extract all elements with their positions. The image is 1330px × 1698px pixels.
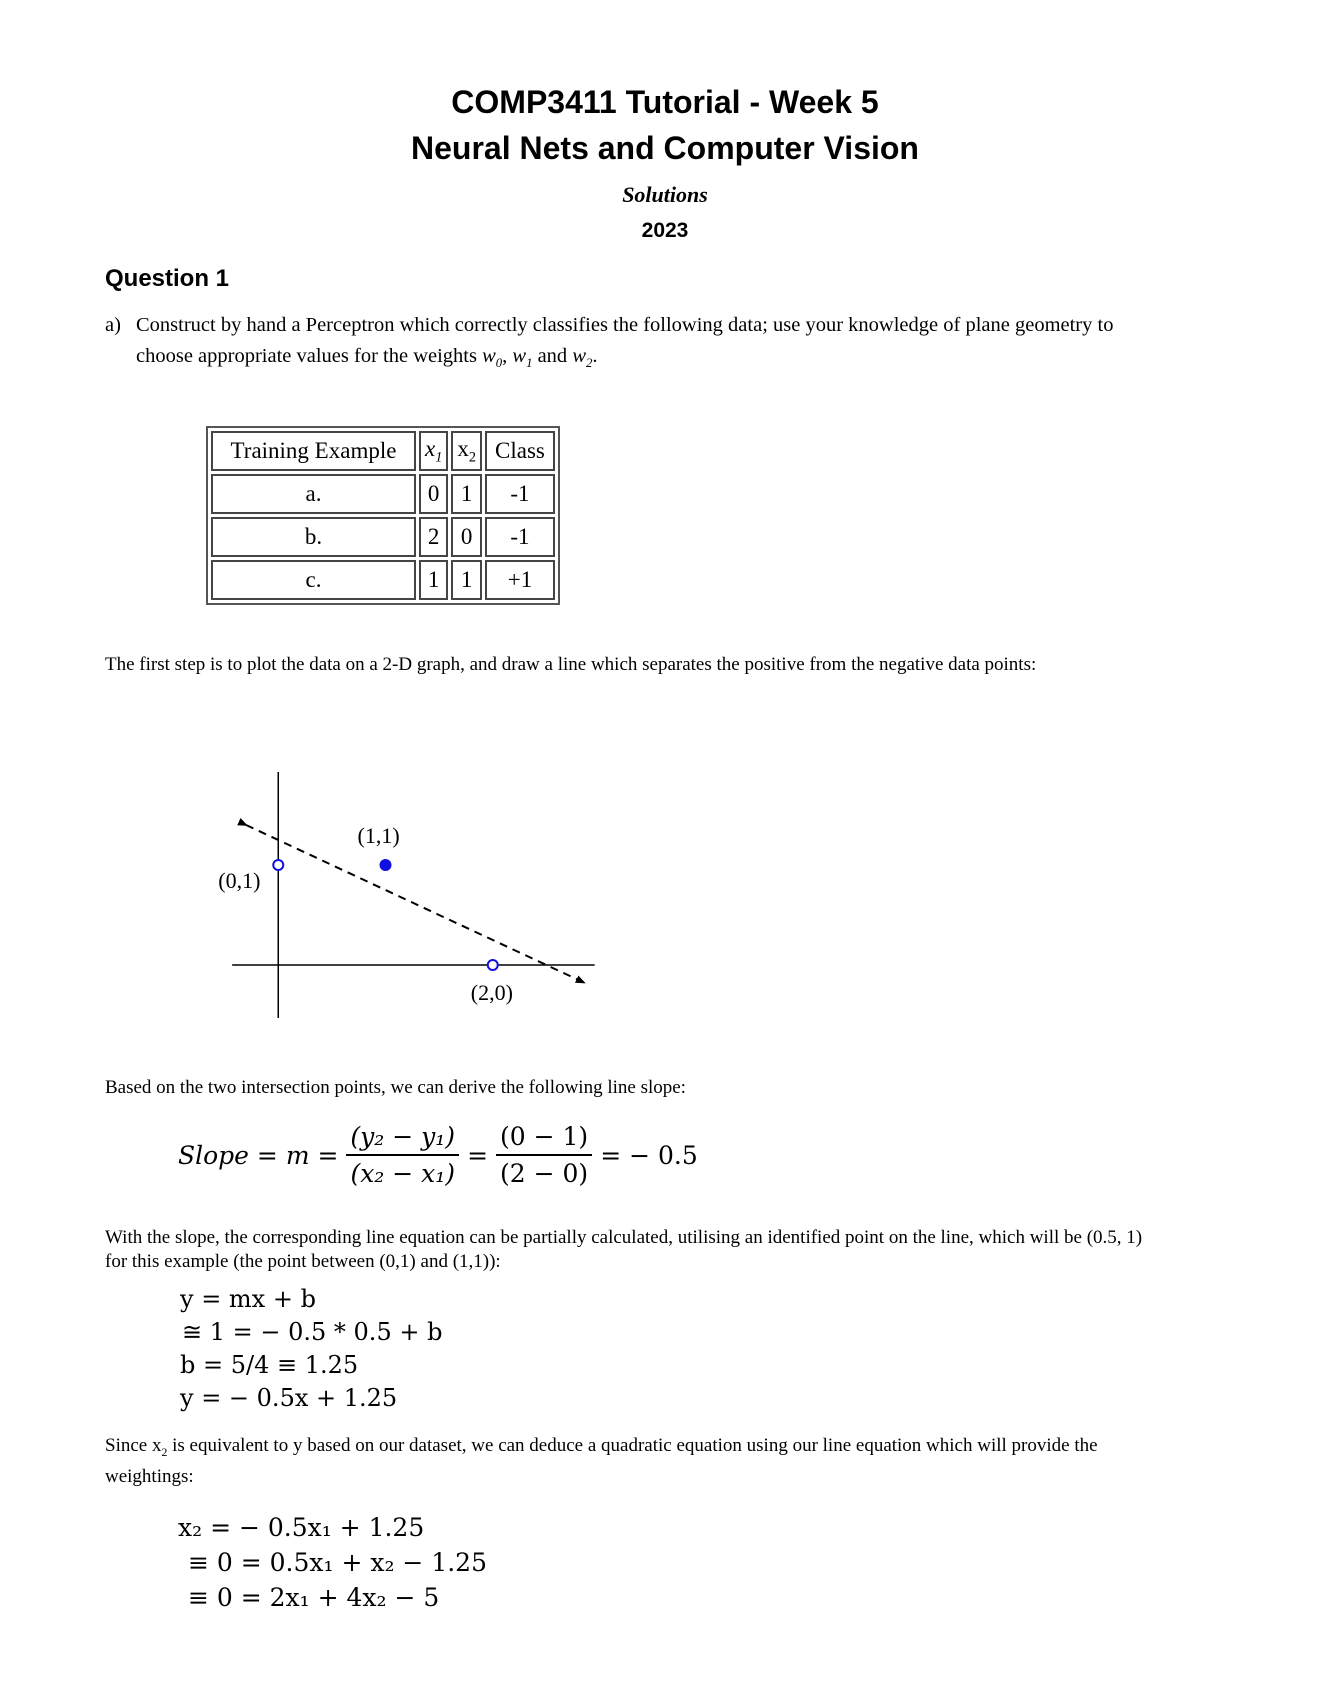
question-part-a — [105, 310, 1145, 379]
slope-equation: Slope = m = $\frac{\text{(y₂ − y₁)}}{\text{(x₂ − x₁)}}$ = $\frac{(0 - 1)}{(2 - 0)}$ = − 0.5 — [178, 1122, 698, 1188]
equation-line-3: b = 5/4 ≡ 1.25 — [180, 1351, 359, 1379]
point-label-a: (0,1) — [218, 868, 261, 893]
document-title: COMP3411 Tutorial - Week 5 — [451, 84, 879, 120]
slope-lhs: Slope = m = — [178, 1140, 339, 1170]
equation-weight-2: ≡ 0 = 0.5x₁ + x₂ − 1.25 — [188, 1548, 487, 1577]
part-text: Construct by hand a Perceptron which correctly classifies the following data; use your knowledge of plane geometry to choose appropriate values for the weights $w_0$, $w_1$ and $w_2$. — [136, 314, 1114, 371]
weight-w2: $w_2$ — [572, 345, 593, 371]
question-heading: Question 1 — [105, 265, 230, 292]
data-point-positive-c — [380, 859, 392, 871]
slope-fraction-1: $\frac{\text{(y₂ − y₁)}}{\text{(x₂ − x₁)}}$ — [346, 1122, 459, 1188]
slope-fraction-2: $\frac{(0 - 1)}{(2 - 0)}$ — [496, 1122, 592, 1188]
table-cell: +1 — [485, 560, 555, 600]
header-x2: $x_2$ — [451, 431, 482, 471]
solutions-label: Solutions — [622, 182, 708, 207]
table-cell: 1 — [451, 560, 482, 600]
data-point-negative-b — [488, 960, 498, 970]
table-cell: 0 — [419, 474, 448, 514]
table-cell: 1 — [451, 474, 482, 514]
table-cell: -1 — [485, 474, 555, 514]
table-header-row — [211, 431, 555, 471]
table-row — [211, 560, 555, 600]
training-data-table — [206, 426, 560, 605]
table-cell: 1 — [419, 560, 448, 600]
data-point-negative-a — [273, 860, 283, 870]
paragraph-line-equation: With the slope, the corresponding line equation can be partially calculated, utilising an identified point on the line, which will be (0.5, 1) for this example (the point between (0,1) and (1,1)): — [105, 1227, 1143, 1272]
header-class: Class — [485, 431, 555, 471]
point-label-c: (1,1) — [357, 823, 400, 848]
equation-line-4: y = − 0.5x + 1.25 — [180, 1384, 398, 1412]
equation-weight-3: ≡ 0 = 2x₁ + 4x₂ − 5 — [188, 1583, 440, 1612]
equation-line-1: y = mx + b — [180, 1285, 316, 1313]
paragraph-slope-intro: Based on the two intersection points, we can derive the following line slope: — [105, 1077, 686, 1098]
paragraph-plot-intro: The first step is to plot the data on a 2-D graph, and draw a line which separates the positive from the negative data points: — [105, 654, 1037, 675]
table-cell: 2 — [419, 517, 448, 557]
separating-line — [246, 825, 584, 983]
table-cell: a. — [211, 474, 416, 514]
weight-w1: $w_1$ — [512, 345, 533, 371]
table-row — [211, 474, 555, 514]
perceptron-plot — [218, 770, 600, 1020]
point-label-b: (2,0) — [470, 980, 513, 1005]
header-x1: $x_1$ — [419, 431, 448, 471]
paragraph-weightings: Since $x_2$ is equivalent to y based on our dataset, we can deduce a quadratic equation using our line equation which will provide the weightings: — [105, 1435, 1098, 1487]
equation-weight-1: x₂ = − 0.5x₁ + 1.25 — [178, 1513, 425, 1542]
table-cell: -1 — [485, 517, 555, 557]
weight-w0: $w_0$ — [482, 345, 503, 371]
table-row — [211, 517, 555, 557]
table-cell: 0 — [451, 517, 482, 557]
table-cell: c. — [211, 560, 416, 600]
equation-line-2: ≅ 1 = − 0.5 * 0.5 + b — [182, 1318, 443, 1346]
table-cell: b. — [211, 517, 416, 557]
header-training-example: Training Example — [211, 431, 416, 471]
document-subtitle: Neural Nets and Computer Vision — [411, 130, 919, 166]
part-label: a) — [105, 314, 121, 336]
slope-result: = − 0.5 — [600, 1140, 698, 1170]
year-label: 2023 — [641, 219, 689, 242]
